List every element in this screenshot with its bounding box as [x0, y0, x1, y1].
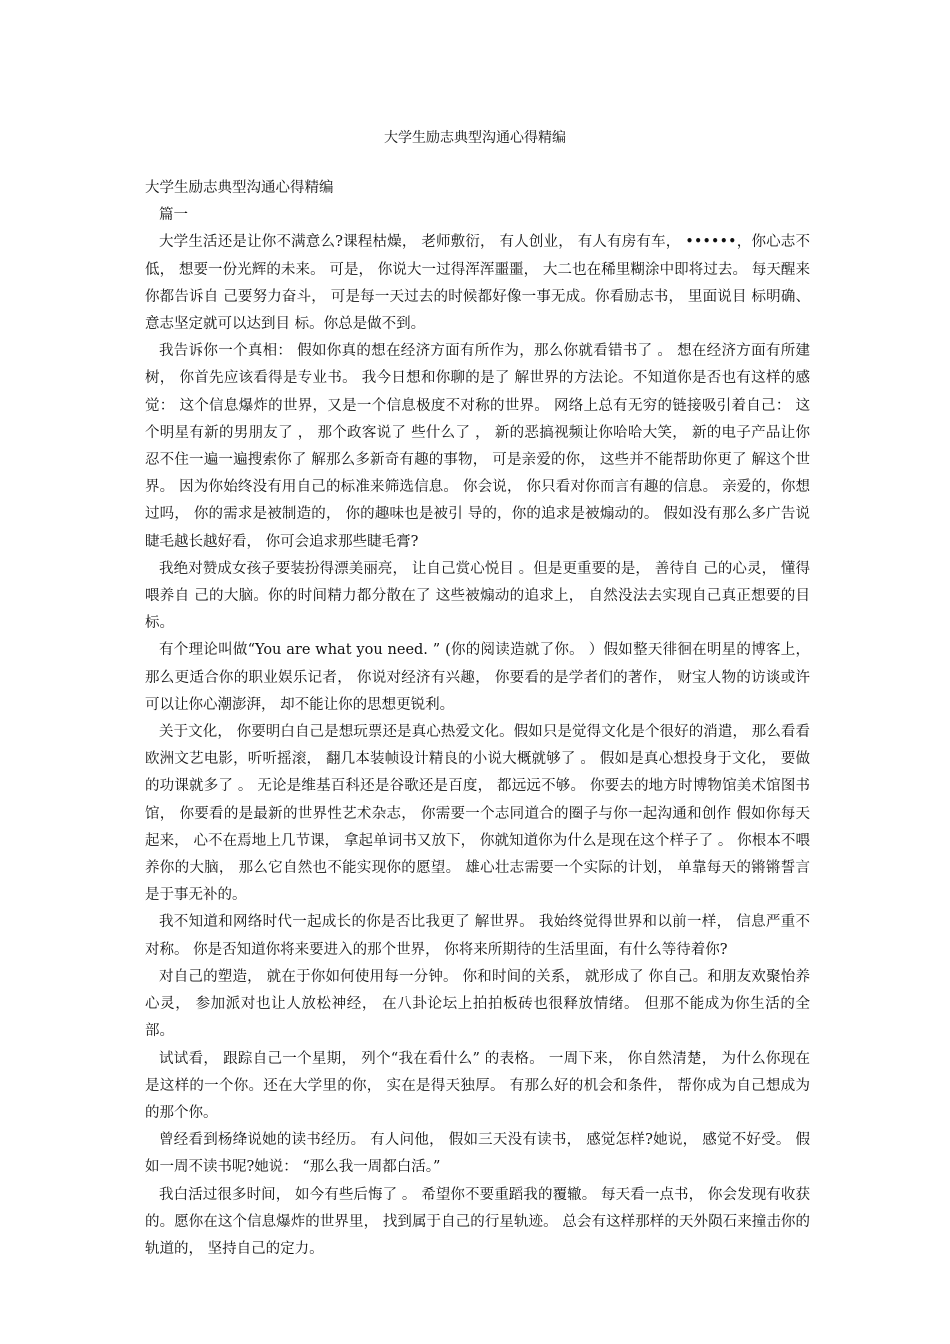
paragraph: 曾经看到杨绛说她的读书经历。 有人问他， 假如三天没有读书， 感觉怎样?她说， 感觉不好受。 假如一周不读书呢?她说： “那么我一周都白活。” [145, 1132, 810, 1176]
paragraph: 关于文化， 你要明白自己是想玩票还是真心热爱文化。假如只是觉得文化是个很好的消遣， 那么看看欧洲文艺电影，听听摇滚， 翻几本装帧设计精良的小说大概就够了 。 假如是真心想投身于文化， 要做的功课就多了 。 无论是维基百科还是谷歌还是百度， 都远远不够。 你要去的地方时博物馆美术馆图书馆， 你要看的是最新的世界性艺术杂志， 你需要一个志同道合的圈子与你一起沟通和创作 假如你每天起来， 心不在焉地上几节课， 拿起单词书又放下， 你就知道你为什么是现在这个样子了 。 你根本不喂养你的大脑， 那么它自然也不能实现你的愿望。 雄心壮志需要一个实际的计划， 单靠每天的锵锵誓言是于事无补的。 [145, 724, 810, 904]
paragraph: 我白活过很多时间， 如今有些后悔了 。 希望你不要重蹈我的覆辙。 每天看一点书， 你会发现有收获的。愿你在这个信息爆炸的世界里， 找到属于自己的行星轨迹。 总会有这样那样的天外陨石来撞击你的轨道的， 坚持自己的定力。 [145, 1186, 810, 1257]
paragraph: 我绝对赞成女孩子要装扮得漂美丽亮， 让自己赏心悦目 。但是更重要的是， 善待自 己的心灵， 懂得喂养自 己的大脑。你的时间精力都分散在了 这些被煽动的追求上， 自然没法去实现自己真正想要的目标。 [145, 560, 810, 632]
paragraph: 试试看， 跟踪自己一个星期， 列个“我在看什么” 的表格。 一周下来， 你自然清楚， 为什么你现在是这样的一个你。还在大学里的你， 实在是得天独厚。 有那么好的机会和条件， 帮你成为自己想成为的那个你。 [145, 1050, 810, 1121]
document-body [145, 175, 810, 1263]
paragraph: 我不知道和网络时代一起成长的你是否比我更了 解世界。 我始终觉得世界和以前一样， 信息严重不对称。 你是否知道你将来要进入的那个世界， 你将来所期待的生活里面，有什么等待着你? [145, 914, 810, 958]
section-label: 篇一 [159, 207, 188, 224]
document-subtitle: 大学生励志典型沟通心得精编 [145, 180, 334, 196]
paragraph: 对自己的塑造， 就在于你如何使用每一分钟。 你和时间的关系， 就形成了 你自己。和朋友欢聚怡养心灵， 参加派对也让人放松神经， 在八卦论坛上拍拍板砖也很释放情绪。 但那不能成为你生活的全部。 [145, 968, 810, 1040]
paragraph: 我告诉你一个真相： 假如你真的想在经济方面有所作为，那么你就看错书了 。 想在经济方面有所建树， 你首先应该看得是专业书。 我今日想和你聊的是了 解世界的方法论。不知道你是否也有这样的感觉： 这个信息爆炸的世界，又是一个信息极度不对称的世界。 网络上总有无穷的链接吸引着自己： 这个明星有新的男朋友了 ， 那个政客说了 些什么了 ， 新的恶搞视频让你哈哈大笑， 新的电子产品让你忍不住一遍一遍搜索你了 解那么多新奇有趣的事物， 可是亲爱的你， 这些并不能帮助你更了 解这个世界。 因为你始终没有用自己的标准来筛选信息。 你会说， 你只看对你而言有趣的信息。 亲爱的，你想过吗， 你的需求是被制造的， 你的趣味也是被引 导的，你的追求是被煽动的。 假如没有那么多广告说睫毛越长越好看， 你可会追求那些睫毛膏? [145, 343, 810, 550]
document-title: 大学生励志典型沟通心得精编 [384, 130, 566, 146]
paragraph: 大学生活还是让你不满意么?课程枯燥， 老师敷衍， 有人创业， 有人有房有车， ••••••，你心志不低， 想要一份光辉的未来。 可是， 你说大一过得浑浑噩噩， 大二也在稀里糊涂中即将过去。 每天醒来你都告诉自 己要努力奋斗， 可是每一天过去的时候都好像一事无成。你看励志书， 里面说目 标明确、 意志坚定就可以达到目 标。你总是做不到。 [145, 234, 810, 333]
paragraph: 有个理论叫做“You are what you need. ” (你的阅读造就了你。 ）假如整天徘徊在明星的博客上， 那么更适合你的职业娱乐记者， 你说对经济有兴趣， 你要看的是学者们的著作， 财宝人物的访谈或许可以让你心潮澎湃， 却不能让你的思想更锐利。 [145, 642, 810, 713]
